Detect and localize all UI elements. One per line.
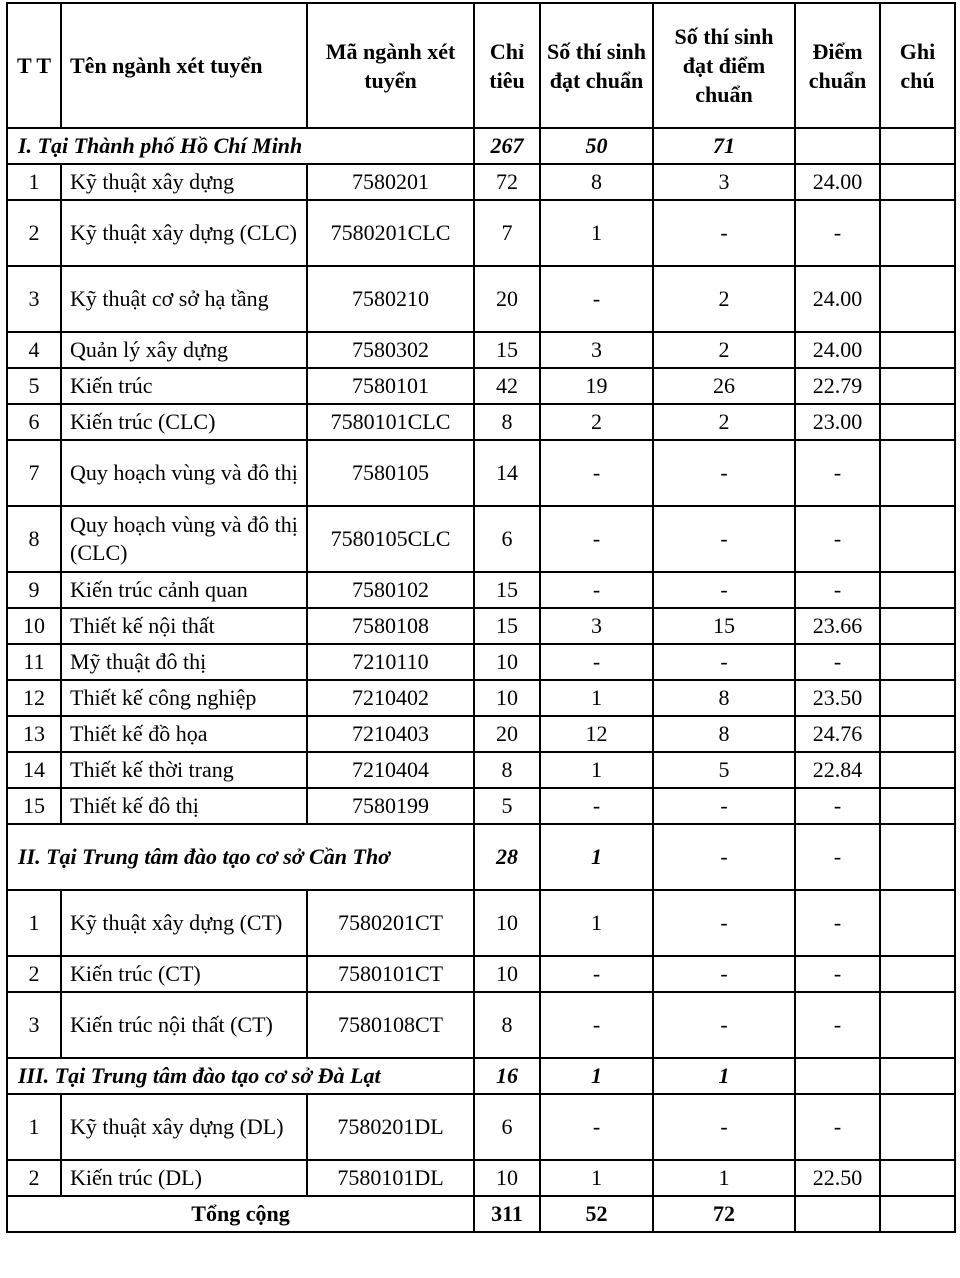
cell-quota: 10 (474, 680, 540, 716)
cell-code: 7580102 (307, 572, 474, 608)
cell-note (880, 644, 955, 680)
cell-reached: - (653, 572, 795, 608)
cell-reached: - (653, 644, 795, 680)
cell-name: Kiến trúc (61, 368, 307, 404)
total-quota: 311 (474, 1196, 540, 1232)
section-quota: 267 (474, 128, 540, 164)
cell-reached: 2 (653, 332, 795, 368)
cell-quota: 14 (474, 440, 540, 506)
header-tt: T T (7, 3, 61, 128)
section-quota: 16 (474, 1058, 540, 1094)
cell-cutoff: 22.79 (795, 368, 880, 404)
section-cutoff (795, 1058, 880, 1094)
cell-code: 7580105 (307, 440, 474, 506)
cell-passed: - (540, 956, 653, 992)
cell-quota: 10 (474, 956, 540, 992)
cell-passed: 8 (540, 164, 653, 200)
cell-name: Kiến trúc cảnh quan (61, 572, 307, 608)
cell-tt: 2 (7, 200, 61, 266)
table-row (7, 956, 955, 992)
table-row (7, 440, 955, 506)
cell-note (880, 608, 955, 644)
cell-code: 7210110 (307, 644, 474, 680)
cell-cutoff: - (795, 992, 880, 1058)
cell-passed: - (540, 440, 653, 506)
cell-note (880, 956, 955, 992)
cell-quota: 8 (474, 752, 540, 788)
cell-note (880, 200, 955, 266)
cell-quota: 10 (474, 1160, 540, 1196)
cell-cutoff: - (795, 788, 880, 824)
cell-tt: 7 (7, 440, 61, 506)
cell-passed: 3 (540, 608, 653, 644)
cell-quota: 5 (474, 788, 540, 824)
section-reached: 1 (653, 1058, 795, 1094)
table-row (7, 368, 955, 404)
cell-name: Kiến trúc nội thất (CT) (61, 992, 307, 1058)
cell-note (880, 1160, 955, 1196)
cell-name: Thiết kế đô thị (61, 788, 307, 824)
cell-tt: 9 (7, 572, 61, 608)
table-row (7, 266, 955, 332)
table-row (7, 992, 955, 1058)
cell-reached: 3 (653, 164, 795, 200)
cell-code: 7580101DL (307, 1160, 474, 1196)
cell-code: 7580108CT (307, 992, 474, 1058)
cell-reached: 8 (653, 716, 795, 752)
section-reached: 71 (653, 128, 795, 164)
section-row (7, 1058, 955, 1094)
table-row (7, 644, 955, 680)
cell-code: 7210403 (307, 716, 474, 752)
cell-tt: 2 (7, 1160, 61, 1196)
cell-note (880, 572, 955, 608)
cell-quota: 15 (474, 332, 540, 368)
cell-passed: - (540, 1094, 653, 1160)
cell-cutoff: 24.00 (795, 266, 880, 332)
section-title: III. Tại Trung tâm đào tạo cơ sở Đà Lạt (7, 1058, 474, 1094)
table-row (7, 1094, 955, 1160)
header-code: Mã ngành xét tuyển (307, 3, 474, 128)
cell-passed: 1 (540, 680, 653, 716)
cell-cutoff: 24.00 (795, 332, 880, 368)
cell-tt: 11 (7, 644, 61, 680)
table-row (7, 680, 955, 716)
cell-name: Thiết kế thời trang (61, 752, 307, 788)
cell-note (880, 788, 955, 824)
cell-cutoff: 23.66 (795, 608, 880, 644)
cell-passed: 1 (540, 890, 653, 956)
cell-cutoff: - (795, 572, 880, 608)
table-body (7, 128, 955, 1232)
cell-tt: 2 (7, 956, 61, 992)
table-row (7, 890, 955, 956)
cell-note (880, 404, 955, 440)
cell-cutoff: - (795, 890, 880, 956)
table-row (7, 506, 955, 572)
cell-cutoff: - (795, 956, 880, 992)
cell-cutoff: 24.00 (795, 164, 880, 200)
cell-name: Mỹ thuật đô thị (61, 644, 307, 680)
cell-tt: 14 (7, 752, 61, 788)
total-passed: 52 (540, 1196, 653, 1232)
cell-name: Kỹ thuật cơ sở hạ tầng (61, 266, 307, 332)
section-passed: 1 (540, 824, 653, 890)
cell-tt: 5 (7, 368, 61, 404)
cell-name: Kiến trúc (CLC) (61, 404, 307, 440)
cell-code: 7580101CLC (307, 404, 474, 440)
header-row (7, 3, 955, 128)
cell-note (880, 716, 955, 752)
cell-code: 7580105CLC (307, 506, 474, 572)
section-note (880, 1058, 955, 1094)
cell-passed: - (540, 572, 653, 608)
header-quota: Chỉ tiêu (474, 3, 540, 128)
cell-note (880, 164, 955, 200)
cell-quota: 15 (474, 572, 540, 608)
table-row (7, 1160, 955, 1196)
cell-reached: - (653, 200, 795, 266)
cell-name: Kiến trúc (DL) (61, 1160, 307, 1196)
cell-note (880, 992, 955, 1058)
cell-tt: 3 (7, 266, 61, 332)
total-note (880, 1196, 955, 1232)
cell-passed: 12 (540, 716, 653, 752)
cell-name: Kỹ thuật xây dựng (CT) (61, 890, 307, 956)
cell-passed: 1 (540, 752, 653, 788)
cell-cutoff: - (795, 506, 880, 572)
cell-code: 7580201CT (307, 890, 474, 956)
cell-code: 7580201DL (307, 1094, 474, 1160)
section-reached: - (653, 824, 795, 890)
cell-code: 7580210 (307, 266, 474, 332)
table-row (7, 716, 955, 752)
total-label: Tổng cộng (7, 1196, 474, 1232)
cell-code: 7210402 (307, 680, 474, 716)
cell-note (880, 680, 955, 716)
total-cutoff (795, 1196, 880, 1232)
cell-tt: 8 (7, 506, 61, 572)
cell-quota: 72 (474, 164, 540, 200)
table-row (7, 164, 955, 200)
cell-quota: 20 (474, 266, 540, 332)
cell-cutoff: - (795, 1094, 880, 1160)
cell-note (880, 506, 955, 572)
cell-note (880, 440, 955, 506)
cell-code: 7580201 (307, 164, 474, 200)
section-passed: 1 (540, 1058, 653, 1094)
cell-tt: 4 (7, 332, 61, 368)
cell-reached: - (653, 788, 795, 824)
cell-quota: 7 (474, 200, 540, 266)
cell-passed: - (540, 992, 653, 1058)
section-cutoff: - (795, 824, 880, 890)
header-note: Ghi chú (880, 3, 955, 128)
cell-quota: 6 (474, 1094, 540, 1160)
cell-cutoff: - (795, 200, 880, 266)
cell-name: Thiết kế đồ họa (61, 716, 307, 752)
cell-passed: 1 (540, 1160, 653, 1196)
cell-tt: 15 (7, 788, 61, 824)
cell-passed: 19 (540, 368, 653, 404)
cell-cutoff: 23.00 (795, 404, 880, 440)
cell-quota: 8 (474, 992, 540, 1058)
total-row (7, 1196, 955, 1232)
cell-note (880, 890, 955, 956)
cell-quota: 20 (474, 716, 540, 752)
cell-note (880, 332, 955, 368)
cell-tt: 12 (7, 680, 61, 716)
cell-name: Thiết kế công nghiệp (61, 680, 307, 716)
cell-tt: 3 (7, 992, 61, 1058)
section-title: II. Tại Trung tâm đào tạo cơ sở Cần Thơ (7, 824, 474, 890)
cell-code: 7580108 (307, 608, 474, 644)
section-note (880, 128, 955, 164)
total-reached: 72 (653, 1196, 795, 1232)
cell-name: Quản lý xây dựng (61, 332, 307, 368)
section-row (7, 824, 955, 890)
cell-passed: - (540, 506, 653, 572)
cell-quota: 42 (474, 368, 540, 404)
cell-tt: 10 (7, 608, 61, 644)
header-passed: Số thí sinh đạt chuẩn (540, 3, 653, 128)
section-note (880, 824, 955, 890)
cell-note (880, 752, 955, 788)
cell-passed: - (540, 644, 653, 680)
cell-quota: 10 (474, 890, 540, 956)
cell-reached: - (653, 890, 795, 956)
table-row (7, 200, 955, 266)
cell-reached: 5 (653, 752, 795, 788)
cell-code: 7580101CT (307, 956, 474, 992)
cell-tt: 1 (7, 164, 61, 200)
cell-quota: 15 (474, 608, 540, 644)
cell-reached: 8 (653, 680, 795, 716)
cell-reached: 2 (653, 266, 795, 332)
cell-note (880, 368, 955, 404)
cell-note (880, 266, 955, 332)
cell-code: 7580302 (307, 332, 474, 368)
admission-results-table (6, 2, 956, 1233)
cell-name: Kỹ thuật xây dựng (61, 164, 307, 200)
table-row (7, 332, 955, 368)
cell-passed: 2 (540, 404, 653, 440)
cell-tt: 1 (7, 890, 61, 956)
cell-quota: 10 (474, 644, 540, 680)
section-row (7, 128, 955, 164)
cell-reached: - (653, 1094, 795, 1160)
header-cutoff: Điểm chuẩn (795, 3, 880, 128)
cell-code: 7580101 (307, 368, 474, 404)
cell-reached: 1 (653, 1160, 795, 1196)
cell-reached: - (653, 506, 795, 572)
cell-passed: 1 (540, 200, 653, 266)
section-passed: 50 (540, 128, 653, 164)
section-quota: 28 (474, 824, 540, 890)
cell-cutoff: 24.76 (795, 716, 880, 752)
cell-passed: - (540, 788, 653, 824)
cell-code: 7580199 (307, 788, 474, 824)
cell-name: Kỹ thuật xây dựng (DL) (61, 1094, 307, 1160)
table-row (7, 788, 955, 824)
cell-name: Kỹ thuật xây dựng (CLC) (61, 200, 307, 266)
cell-tt: 1 (7, 1094, 61, 1160)
cell-reached: - (653, 440, 795, 506)
cell-name: Kiến trúc (CT) (61, 956, 307, 992)
cell-passed: - (540, 266, 653, 332)
cell-reached: 2 (653, 404, 795, 440)
cell-name: Quy hoạch vùng và đô thị (61, 440, 307, 506)
table-row (7, 608, 955, 644)
cell-cutoff: - (795, 440, 880, 506)
cell-cutoff: - (795, 644, 880, 680)
cell-reached: 26 (653, 368, 795, 404)
cell-quota: 8 (474, 404, 540, 440)
cell-name: Quy hoạch vùng và đô thị (CLC) (61, 506, 307, 572)
section-title: I. Tại Thành phố Hồ Chí Minh (7, 128, 474, 164)
cell-cutoff: 23.50 (795, 680, 880, 716)
cell-reached: 15 (653, 608, 795, 644)
cell-quota: 6 (474, 506, 540, 572)
cell-cutoff: 22.50 (795, 1160, 880, 1196)
cell-note (880, 1094, 955, 1160)
header-name: Tên ngành xét tuyển (61, 3, 307, 128)
cell-tt: 6 (7, 404, 61, 440)
cell-cutoff: 22.84 (795, 752, 880, 788)
cell-reached: - (653, 992, 795, 1058)
cell-reached: - (653, 956, 795, 992)
cell-code: 7580201CLC (307, 200, 474, 266)
table-row (7, 404, 955, 440)
cell-tt: 13 (7, 716, 61, 752)
header-reached: Số thí sinh đạt điểm chuẩn (653, 3, 795, 128)
cell-code: 7210404 (307, 752, 474, 788)
cell-passed: 3 (540, 332, 653, 368)
section-cutoff (795, 128, 880, 164)
cell-name: Thiết kế nội thất (61, 608, 307, 644)
table-row (7, 572, 955, 608)
table-row (7, 752, 955, 788)
